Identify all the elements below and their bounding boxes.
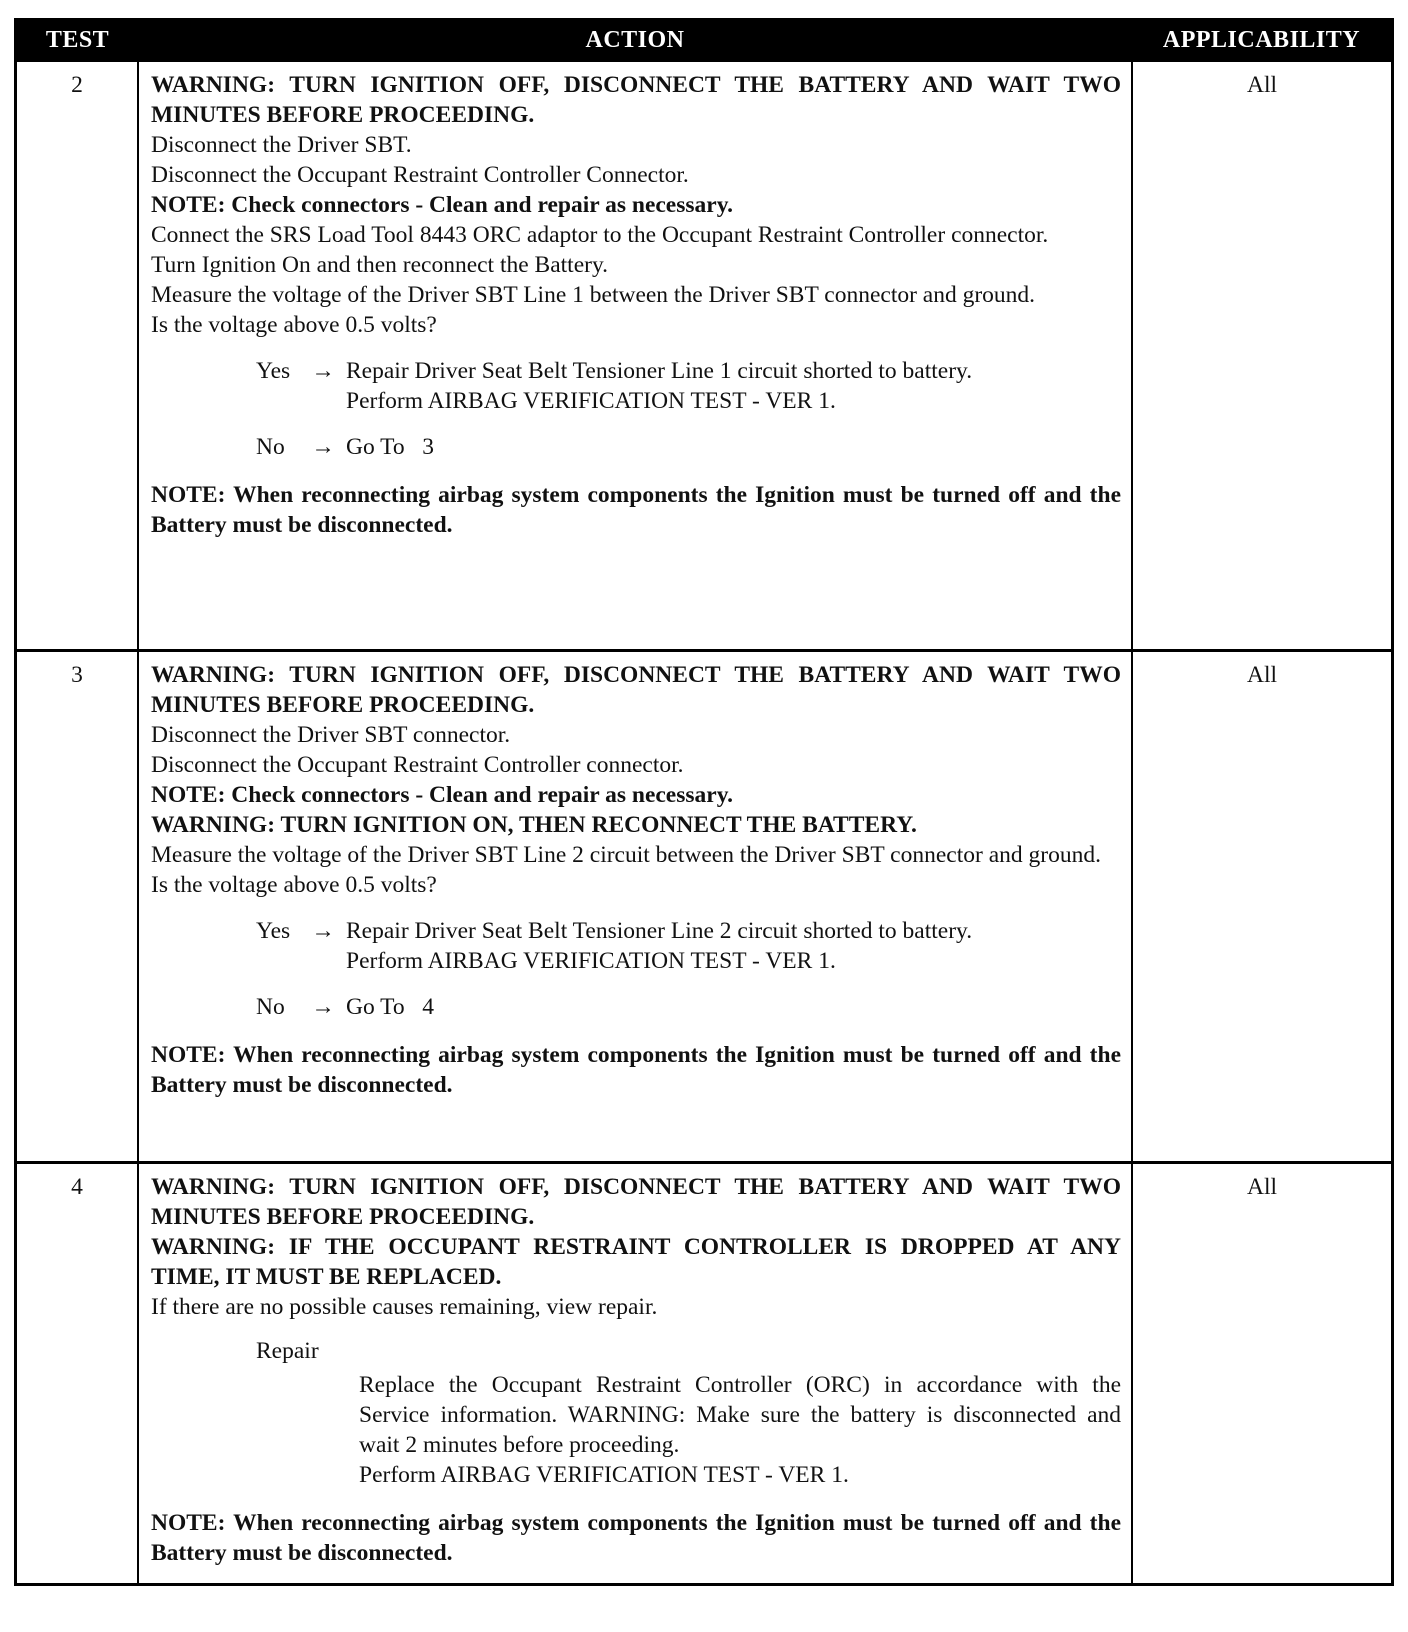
arrow-icon: →: [311, 918, 335, 944]
test-number: 4: [17, 1163, 138, 1583]
yes-branch: [256, 356, 1121, 416]
no-action-text: Go To 4: [346, 994, 435, 1020]
step-text: If there are no possible causes remaining, view repair.: [151, 1294, 658, 1320]
table-row: [17, 1163, 1391, 1583]
applicability-value: All: [1132, 61, 1391, 651]
note-text: NOTE: Check connectors - Clean and repair as necessary.: [151, 782, 734, 808]
diagnostic-test-table: [14, 18, 1394, 1586]
no-branch: [256, 992, 1121, 1022]
repair-block: [359, 1370, 1121, 1490]
arrow-icon: →: [311, 434, 335, 460]
yes-perform-text: Perform AIRBAG VERIFICATION TEST - VER 1.: [346, 388, 836, 414]
header-applicability: APPLICABILITY: [1132, 21, 1391, 61]
table-row: [17, 61, 1391, 651]
repair-label: Repair: [256, 1338, 319, 1364]
step-text: Connect the SRS Load Tool 8443 ORC adaptor to the Occupant Restraint Controller connector.: [151, 222, 1049, 248]
test-table: [17, 21, 1391, 1583]
header-action: ACTION: [138, 21, 1132, 61]
note-text: NOTE: When reconnecting airbag system components the Ignition must be turned off and the Battery must be disconnected.: [151, 1042, 1121, 1098]
note-text: NOTE: When reconnecting airbag system components the Ignition must be turned off and the Battery must be disconnected.: [151, 482, 1121, 538]
action-cell: [138, 1163, 1132, 1583]
repair-perform-text: Perform AIRBAG VERIFICATION TEST - VER 1.: [359, 1462, 849, 1488]
yes-label: Yes: [256, 358, 291, 384]
note-text: NOTE: When reconnecting airbag system components the Ignition must be turned off and the Battery must be disconnected.: [151, 1510, 1121, 1566]
test-number: 2: [17, 61, 138, 651]
question-text: Is the voltage above 0.5 volts?: [151, 312, 437, 338]
warning-text: WARNING: TURN IGNITION OFF, DISCONNECT THE BATTERY AND WAIT TWO MINUTES BEFORE PROCEEDING.: [151, 662, 1121, 718]
step-text: Disconnect the Occupant Restraint Controller connector.: [151, 752, 684, 778]
applicability-value: All: [1132, 1163, 1391, 1583]
test-number: 3: [17, 651, 138, 1163]
yes-branch: [256, 916, 1121, 976]
header-row: [17, 21, 1391, 61]
applicability-value: All: [1132, 651, 1391, 1163]
yes-perform-text: Perform AIRBAG VERIFICATION TEST - VER 1.: [346, 948, 836, 974]
table-row: [17, 651, 1391, 1163]
question-text: Is the voltage above 0.5 volts?: [151, 872, 437, 898]
warning-text: WARNING: IF THE OCCUPANT RESTRAINT CONTROLLER IS DROPPED AT ANY TIME, IT MUST BE REPLACED.: [151, 1234, 1121, 1290]
warning-text: WARNING: TURN IGNITION OFF, DISCONNECT THE BATTERY AND WAIT TWO MINUTES BEFORE PROCEEDING.: [151, 1174, 1121, 1230]
step-text: Disconnect the Occupant Restraint Controller Connector.: [151, 162, 689, 188]
step-text: Measure the voltage of the Driver SBT Line 1 between the Driver SBT connector and ground.: [151, 282, 1036, 308]
yes-action-text: Repair Driver Seat Belt Tensioner Line 2 circuit shorted to battery.: [346, 918, 973, 944]
no-label: No: [256, 434, 285, 460]
step-text: Disconnect the Driver SBT.: [151, 132, 412, 158]
yes-action-text: Repair Driver Seat Belt Tensioner Line 1 circuit shorted to battery.: [346, 358, 973, 384]
arrow-icon: →: [311, 358, 335, 384]
action-cell: [138, 651, 1132, 1163]
no-action-text: Go To 3: [346, 434, 435, 460]
header-test: TEST: [17, 21, 138, 61]
warning-text: WARNING: TURN IGNITION OFF, DISCONNECT THE BATTERY AND WAIT TWO MINUTES BEFORE PROCEEDING.: [151, 72, 1121, 128]
note-text: NOTE: Check connectors - Clean and repair as necessary.: [151, 192, 734, 218]
yes-label: Yes: [256, 918, 291, 944]
step-text: Disconnect the Driver SBT connector.: [151, 722, 511, 748]
step-text: Turn Ignition On and then reconnect the Battery.: [151, 252, 609, 278]
repair-text: Replace the Occupant Restraint Controller (ORC) in accordance with the Service information. WARNING: Make sure the battery is disconnected and wait 2 minutes before proceeding.: [359, 1372, 1121, 1458]
step-text: Measure the voltage of the Driver SBT Line 2 circuit between the Driver SBT connector and ground.: [151, 842, 1101, 868]
arrow-icon: →: [311, 994, 335, 1020]
warning-text: WARNING: TURN IGNITION ON, THEN RECONNECT THE BATTERY.: [151, 812, 917, 838]
action-cell: [138, 61, 1132, 651]
no-branch: [256, 432, 1121, 462]
no-label: No: [256, 994, 285, 1020]
